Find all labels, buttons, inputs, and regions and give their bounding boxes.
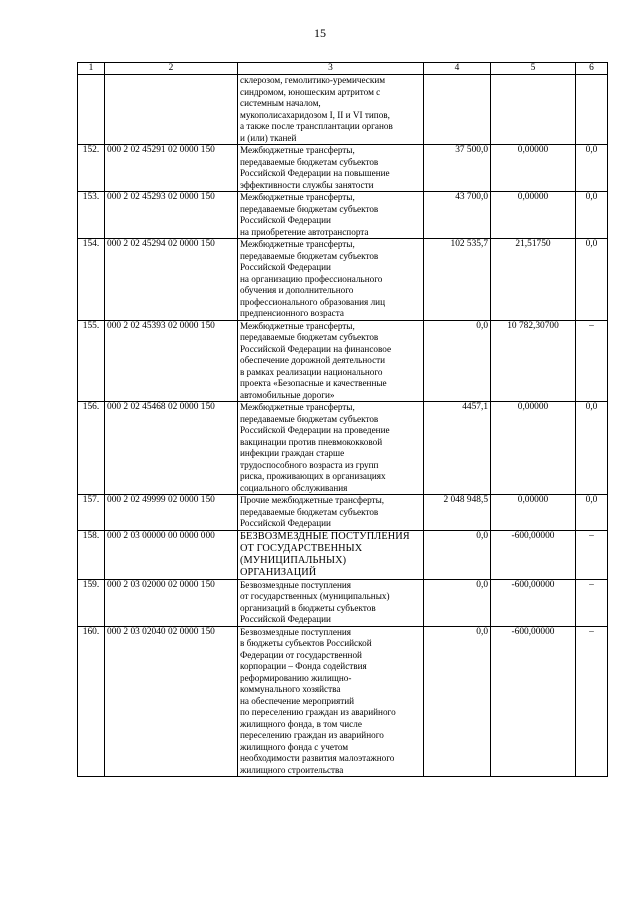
amount-cell: 43 700,0 [424, 192, 491, 239]
amount-cell: 0,0 [424, 320, 491, 402]
table-row [78, 145, 608, 192]
amount-change-cell: 0,00000 [491, 495, 576, 531]
column-header: 6 [576, 63, 608, 75]
table-row [78, 530, 608, 579]
amount-cell: 0,0 [576, 402, 608, 495]
table-row [78, 402, 608, 495]
amount-change-cell: 0,00000 [491, 402, 576, 495]
amount-cell: 0,0 [576, 192, 608, 239]
amount-change-cell: 10 782,30700 [491, 320, 576, 402]
table-row [78, 239, 608, 321]
amount-change-cell: 0,00000 [491, 145, 576, 192]
amount-change-cell: 21,51750 [491, 239, 576, 321]
description-cell: Прочие межбюджетные трансферты, передаваемые бюджетам субъектов Российской Федерации [238, 495, 424, 531]
budget-code-cell: 000 2 02 45291 02 0000 150 [105, 145, 238, 192]
value-cell [424, 75, 491, 145]
row-number-cell: 158. [78, 530, 105, 579]
amount-cell: – [576, 320, 608, 402]
value-cell [576, 75, 608, 145]
row-number-cell: 152. [78, 145, 105, 192]
budget-code-cell: 000 2 03 02040 02 0000 150 [105, 626, 238, 777]
row-number-cell: 156. [78, 402, 105, 495]
amount-cell: 0,0 [576, 145, 608, 192]
amount-cell: 0,0 [576, 495, 608, 531]
value-cell [491, 75, 576, 145]
budget-code-cell: 000 2 02 49999 02 0000 150 [105, 495, 238, 531]
table-row [78, 192, 608, 239]
code-cell [105, 75, 238, 145]
column-header: 5 [491, 63, 576, 75]
column-header: 4 [424, 63, 491, 75]
description-cell: Межбюджетные трансферты, передаваемые бюджетам субъектов Российской Федерации на финансовое обеспечение дорожной деятельности в рамках реализации национального проекта «Безопасные и качественные автомобильные дороги» [238, 320, 424, 402]
row-number-cell: 155. [78, 320, 105, 402]
row-number-cell: 153. [78, 192, 105, 239]
row-number-cell: 160. [78, 626, 105, 777]
row-number-cell: 154. [78, 239, 105, 321]
amount-change-cell: -600,00000 [491, 626, 576, 777]
description-cell: Межбюджетные трансферты, передаваемые бюджетам субъектов Российской Федерации на приобретение автотранспорта [238, 192, 424, 239]
description-cell: склерозом, гемолитико-уремическим синдромом, юношеским артритом с системным началом, мукополисахаридозом I, II и VI типов, а также после трансплантации органов и (или) тканей [238, 75, 424, 145]
budget-table [77, 62, 608, 777]
table-row [78, 495, 608, 531]
amount-cell: 4457,1 [424, 402, 491, 495]
table-row [78, 626, 608, 777]
header-row [78, 63, 608, 75]
amount-cell: 0,0 [424, 626, 491, 777]
budget-code-cell: 000 2 02 45294 02 0000 150 [105, 239, 238, 321]
amount-change-cell: -600,00000 [491, 579, 576, 626]
table-row [78, 320, 608, 402]
row-number-cell: 157. [78, 495, 105, 531]
description-cell: Межбюджетные трансферты, передаваемые бюджетам субъектов Российской Федерации на организацию профессионального обучения и дополнительного профессионального образования лиц предпенсионного возраста [238, 239, 424, 321]
amount-cell: 0,0 [424, 530, 491, 579]
amount-cell: – [576, 530, 608, 579]
amount-cell: 37 500,0 [424, 145, 491, 192]
column-header: 2 [105, 63, 238, 75]
description-cell: БЕЗВОЗМЕЗДНЫЕ ПОСТУПЛЕНИЯ ОТ ГОСУДАРСТВЕННЫХ (МУНИЦИПАЛЬНЫХ) ОРГАНИЗАЦИЙ [238, 530, 424, 579]
budget-code-cell: 000 2 02 45393 02 0000 150 [105, 320, 238, 402]
amount-cell: 2 048 948,5 [424, 495, 491, 531]
amount-cell: 0,0 [424, 579, 491, 626]
amount-cell: – [576, 579, 608, 626]
budget-code-cell: 000 2 02 45468 02 0000 150 [105, 402, 238, 495]
amount-cell: 0,0 [576, 239, 608, 321]
amount-cell: 102 535,7 [424, 239, 491, 321]
budget-code-cell: 000 2 03 00000 00 0000 000 [105, 530, 238, 579]
amount-change-cell: 0,00000 [491, 192, 576, 239]
table-row [78, 579, 608, 626]
column-header: 3 [238, 63, 424, 75]
budget-code-cell: 000 2 02 45293 02 0000 150 [105, 192, 238, 239]
amount-change-cell: -600,00000 [491, 530, 576, 579]
description-cell: Безвозмездные поступления в бюджеты субъектов Российской Федерации от государственной корпорации – Фонда содействия реформированию жилищно- коммунального хозяйства на обеспечение мероприятий по переселению граждан из аварийного жилищного фонда, в том числе переселению граждан из аварийного жилищного фонда с учетом необходимости развития малоэтажного жилищного строительства [238, 626, 424, 777]
description-cell: Межбюджетные трансферты, передаваемые бюджетам субъектов Российской Федерации на повышение эффективности службы занятости [238, 145, 424, 192]
description-cell: Межбюджетные трансферты, передаваемые бюджетам субъектов Российской Федерации на проведение вакцинации против пневмококковой инфекции граждан старше трудоспособного возраста из групп риска, проживающих в организациях социального обслуживания [238, 402, 424, 495]
amount-cell: – [576, 626, 608, 777]
budget-code-cell: 000 2 03 02000 02 0000 150 [105, 579, 238, 626]
description-cell: Безвозмездные поступления от государственных (муниципальных) организаций в бюджеты субъектов Российской Федерации [238, 579, 424, 626]
row-number-cell [78, 75, 105, 145]
row-number-cell: 159. [78, 579, 105, 626]
continuation-row [78, 75, 608, 145]
page-number: 15 [314, 26, 326, 40]
column-header: 1 [78, 63, 105, 75]
